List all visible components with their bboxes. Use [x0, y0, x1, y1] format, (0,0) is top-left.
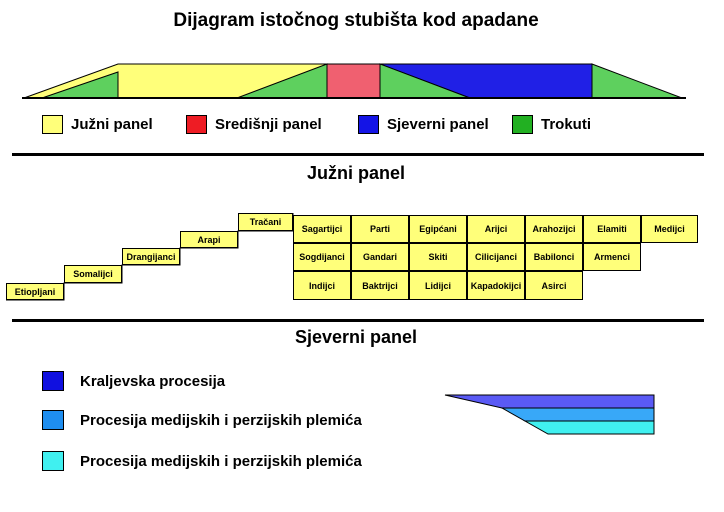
north-legend-swatch-nobles-1	[42, 410, 64, 430]
north-legend-swatch-nobles-2	[42, 451, 64, 471]
north-legend-royal	[42, 371, 225, 391]
grid-cell: Asirci	[525, 271, 583, 300]
north-legend-label-nobles-2: Procesija medijskih i perzijskih plemića	[80, 452, 362, 470]
grid-cell: Arahozijci	[525, 215, 583, 243]
grid-cell: Babilonci	[525, 243, 583, 271]
north-panel-heading: Sjeverni panel	[294, 327, 418, 347]
stair-step: Drangijanci	[122, 248, 180, 265]
grid-cell: Baktrijci	[351, 271, 409, 300]
grid-cell: Skiti	[409, 243, 467, 271]
grid-cell: Arijci	[467, 215, 525, 243]
north-legend-label-nobles-1: Procesija medijskih i perzijskih plemića	[80, 411, 362, 429]
north-legend-nobles-2	[42, 451, 362, 471]
stair-step: Tračani	[238, 213, 293, 231]
legend-label-central: Središnji panel	[215, 116, 322, 133]
north-diagram-band-nobles-2	[525, 421, 654, 434]
grid-cell: Sogdijanci	[293, 243, 351, 271]
stair-step: Etiopljani	[6, 283, 64, 300]
grid-cell: Parti	[351, 215, 409, 243]
grid-cell: Cilicijanci	[467, 243, 525, 271]
grid-cell: Lidijci	[409, 271, 467, 300]
north-legend-label-royal: Kraljevska procesija	[80, 372, 226, 390]
grid-cell: Gandari	[351, 243, 409, 271]
grid-cell: Sagartijci	[293, 215, 351, 243]
legend-label-north: Sjeverni panel	[387, 116, 489, 133]
grid-cell: Elamiti	[583, 215, 641, 243]
grid-cell: Egipćani	[409, 215, 467, 243]
north-panel-diagram	[440, 390, 660, 440]
north-legend-swatch-royal	[42, 371, 64, 391]
legend-label-triangles: Trokuti	[541, 116, 592, 133]
stair-step: Somalijci	[64, 265, 122, 283]
grid-cell: Kapadokijci	[467, 271, 525, 300]
divider-2	[12, 319, 704, 322]
south-panel-heading: Južni panel	[306, 163, 405, 183]
north-diagram-band-nobles-1	[502, 408, 654, 421]
grid-cell: Indijci	[293, 271, 351, 300]
stair-step: Arapi	[180, 231, 238, 248]
page-title: Dijagram istočnog stubišta kod apadane	[173, 10, 539, 31]
north-diagram-band-royal	[445, 395, 654, 408]
grid-cell: Armenci	[583, 243, 641, 271]
legend-label-south: Južni panel	[71, 116, 153, 133]
north-legend-nobles-1	[42, 410, 362, 430]
grid-cell: Medijci	[641, 215, 698, 243]
